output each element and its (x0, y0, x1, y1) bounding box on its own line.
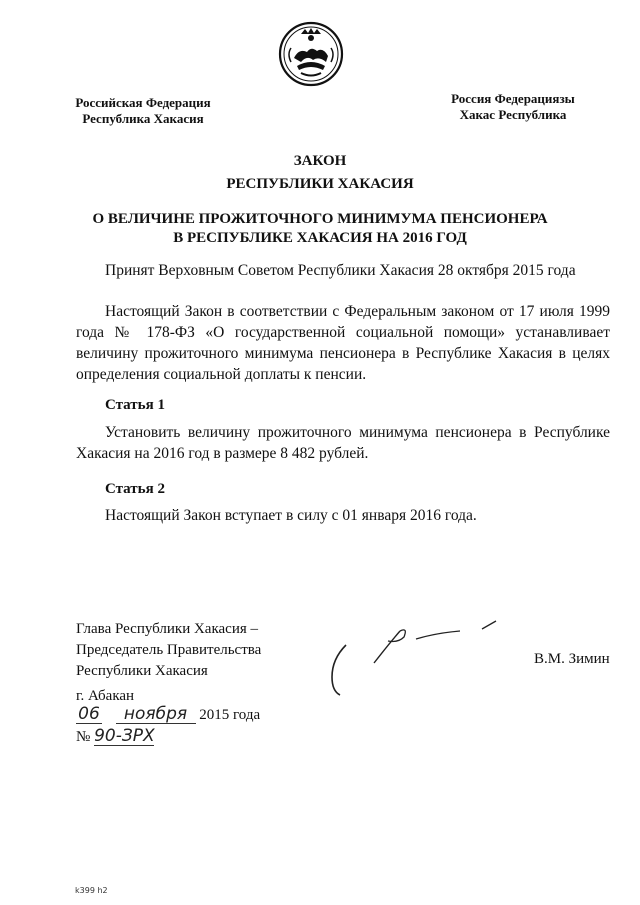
signatory-title-line-3: Республики Хакасия (76, 663, 208, 679)
law-title (0, 150, 640, 196)
law-number (76, 728, 154, 746)
signatory-title-line-1: Глава Республики Хакасия – (76, 621, 259, 637)
header-right (418, 91, 608, 123)
signatory-name: В.М. Зимин (534, 651, 610, 667)
law-title-line-1: ЗАКОН (293, 153, 347, 169)
header-left-line-2: Республика Хакасия (82, 111, 204, 126)
coat-of-arms-emblem (277, 20, 345, 88)
article-1-text: Установить величину прожиточного минимума пенсионера в Республике Хакасия на 2016 год в размере 8 482 рублей. (76, 424, 610, 462)
handwritten-signature (318, 615, 518, 700)
place-of-signing: г. Абакан (76, 688, 135, 704)
law-subject-line-2: В РЕСПУБЛИКЕ ХАКАСИЯ НА 2016 ГОД (173, 230, 467, 246)
law-subject (60, 210, 580, 248)
header-left-line-1: Российская Федерация (75, 95, 211, 110)
signatory-title (76, 619, 316, 682)
law-number-value: 90-ЗРХ (94, 726, 155, 746)
article-2-heading: Статья 2 (105, 481, 165, 497)
date-day: 06 (76, 706, 102, 724)
law-title-line-2: РЕСПУБЛИКИ ХАКАСИЯ (226, 176, 414, 192)
law-number-prefix: № (76, 729, 91, 745)
signatory-title-line-2: Председатель Правительства (76, 642, 262, 658)
date-month: ноября (116, 706, 196, 724)
date-year: 2015 года (199, 707, 261, 723)
header-left (48, 95, 238, 127)
article-2-text: Настоящий Закон вступает в силу с 01 января 2016 года. (105, 507, 477, 524)
header-right-line-2: Хакас Республика (459, 107, 567, 122)
adoption-statement: Принят Верховным Советом Республики Хакасия 28 октября 2015 года (105, 262, 576, 279)
intro-paragraph: Настоящий Закон в соответствии с Федеральным законом от 17 июля 1999 года № 178-ФЗ «О государственной социальной помощи» устанавливает величину прожиточного минимума пенсионера в Республике Хакасия в целях определения социальной доплаты к пенсии. (76, 303, 610, 383)
header-right-line-1: Россия Федерациязы (451, 91, 575, 106)
law-subject-line-1: О ВЕЛИЧИНЕ ПРОЖИТОЧНОГО МИНИМУМА ПЕНСИОНЕРА (92, 211, 548, 227)
footer-code: k399 h2 (75, 886, 108, 895)
article-1-heading: Статья 1 (105, 397, 165, 413)
